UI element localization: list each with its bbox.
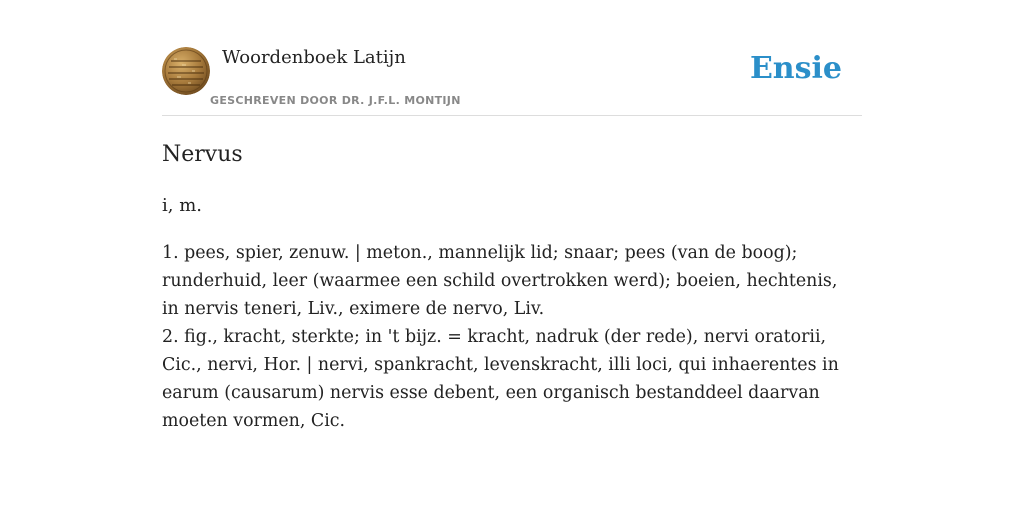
author-byline: GESCHREVEN DOOR DR. J.F.L. MONTIJN — [210, 94, 461, 107]
dictionary-title[interactable]: Woordenboek Latijn — [222, 47, 406, 68]
entry-grammar: i, m. — [162, 195, 202, 216]
brand-logo-link[interactable]: Ensie — [749, 51, 842, 86]
entry-definitions — [162, 239, 852, 435]
entry-headword: Nervus — [162, 142, 243, 167]
page-container — [162, 0, 862, 512]
latin-inscription-coin-icon[interactable] — [162, 47, 210, 95]
definition-item: 2. fig., kracht, sterkte; in 't bijz. = kracht, nadruk (der rede), nervi oratorii, Cic., nervi, Hor. | nervi, spankracht, levenskracht, illi loci, qui inhaerentes in earum (causarum) nervis esse debent, een organisch bestanddeel daarvan moeten vormen, Cic. — [162, 327, 839, 431]
definition-item: 1. pees, spier, zenuw. | meton., mannelijk lid; snaar; pees (van de boog); runderhuid, leer (waarmee een schild overtrokken werd); boeien, hechtenis, in nervis teneri, Liv., eximere de nervo, Liv. — [162, 243, 838, 319]
header-divider — [162, 115, 862, 116]
